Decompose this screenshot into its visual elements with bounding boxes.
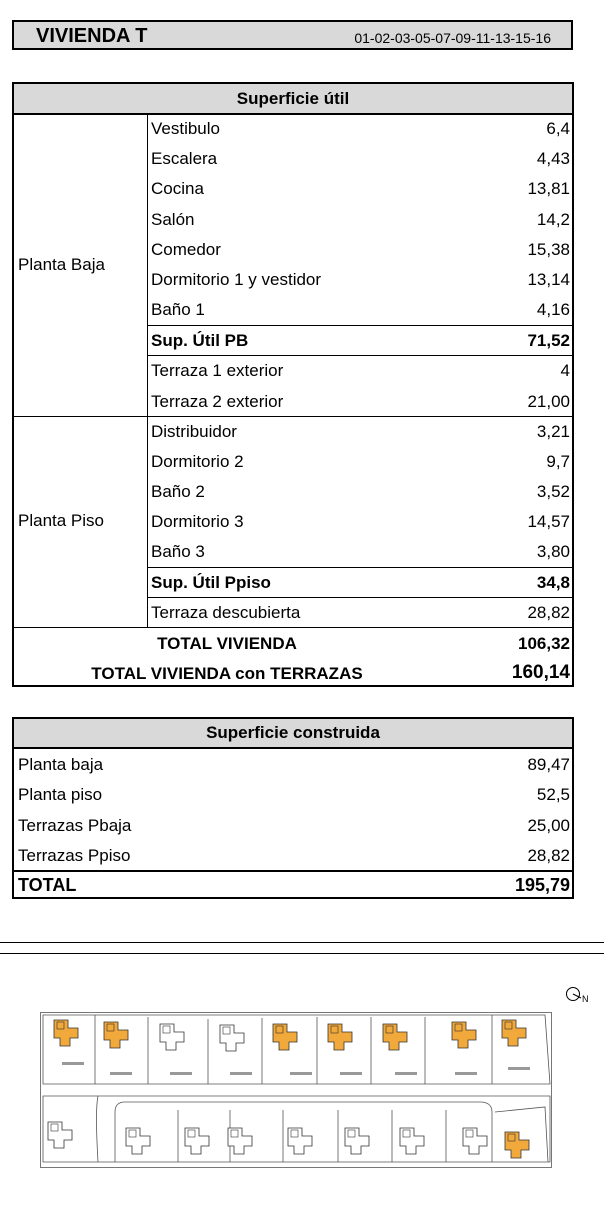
- room-value: 9,7: [546, 452, 570, 471]
- pb-subtotal-value: 71,52: [527, 331, 570, 350]
- construida-total-label: TOTAL: [18, 875, 77, 895]
- site-plan: [40, 1012, 552, 1173]
- superficie-util-table: [12, 82, 574, 687]
- room-value: 4,43: [536, 149, 570, 168]
- compass-icon: [565, 985, 595, 1007]
- room-name: Escalera: [151, 149, 218, 168]
- planta-baja-label: Planta Baja: [18, 255, 105, 274]
- construida-row-name: Planta piso: [18, 785, 103, 804]
- pool-mark: [62, 1062, 84, 1065]
- separator-line: [0, 942, 604, 943]
- pool-mark: [110, 1072, 132, 1075]
- construida-row-value: 28,82: [527, 846, 570, 865]
- construida-row-value: 52,5: [536, 785, 570, 804]
- pb-subtotal-label: Sup. Útil PB: [151, 331, 249, 350]
- pool-mark: [290, 1072, 312, 1075]
- terrace-value: 4: [560, 361, 570, 380]
- terrace-name: Terraza descubierta: [151, 603, 301, 622]
- room-name: Cocina: [151, 179, 204, 198]
- construida-row-name: Planta baja: [18, 755, 104, 774]
- room-name: Salón: [151, 210, 195, 229]
- pp-subtotal-label: Sup. Útil Ppiso: [151, 573, 271, 592]
- separator-line: [0, 953, 604, 954]
- superficie-util-title: Superficie útil: [14, 84, 572, 115]
- pool-mark: [170, 1072, 192, 1075]
- pool-mark: [340, 1072, 362, 1075]
- terrace-name: Terraza 2 exterior: [151, 392, 284, 411]
- construida-row-value: 25,00: [527, 816, 570, 835]
- room-name: Baño 1: [151, 300, 205, 319]
- superficie-construida-table: [12, 717, 574, 899]
- room-value: 4,16: [536, 300, 570, 319]
- construida-row-name: Terrazas Pbaja: [18, 816, 132, 835]
- room-name: Dormitorio 3: [151, 512, 244, 531]
- dwelling-title: VIVIENDA T: [36, 25, 148, 47]
- pp-subtotal-value: 34,8: [536, 573, 570, 592]
- rule-pb-sub-top: [147, 325, 572, 326]
- room-name: Dormitorio 2: [151, 452, 244, 471]
- construida-row-name: Terrazas Ppiso: [18, 846, 131, 865]
- unit-codes: 01-02-03-05-07-09-11-13-15-16: [354, 30, 551, 46]
- terrace-name: Terraza 1 exterior: [151, 361, 284, 380]
- room-value: 13,81: [527, 179, 570, 198]
- room-value: 13,14: [527, 270, 570, 289]
- total-vivienda-label: TOTAL VIVIENDA: [157, 634, 297, 653]
- rule-pp-sub-top: [147, 567, 572, 568]
- room-value: 6,4: [546, 119, 570, 138]
- pool-mark: [230, 1072, 252, 1075]
- pool-mark: [395, 1072, 417, 1075]
- rule-pp-sub-bottom: [147, 597, 572, 598]
- room-name: Distribuidor: [151, 422, 237, 441]
- pool-mark: [508, 1067, 530, 1070]
- compass-north-label: N: [582, 994, 589, 1004]
- room-name: Dormitorio 1 y vestidor: [151, 270, 322, 289]
- planta-piso-label: Planta Piso: [18, 511, 104, 530]
- superficie-construida-title: Superficie construida: [14, 719, 572, 749]
- terrace-value: 28,82: [527, 603, 570, 622]
- rule-pb-sub-bottom: [147, 355, 572, 356]
- room-name: Baño 3: [151, 542, 205, 561]
- rule-construida-total: [14, 870, 572, 872]
- construida-total-value: 195,79: [514, 875, 570, 895]
- label-column-divider: [147, 115, 148, 628]
- room-value: 14,57: [527, 512, 570, 531]
- total-terrazas-label: TOTAL VIVIENDA con TERRAZAS: [91, 664, 363, 683]
- room-value: 14,2: [536, 210, 570, 229]
- rule-section: [14, 416, 572, 417]
- terrace-value: 21,00: [527, 392, 570, 411]
- construida-row-value: 89,47: [527, 755, 570, 774]
- total-vivienda-value: 106,32: [518, 634, 570, 653]
- rule-totals: [14, 627, 572, 628]
- room-name: Comedor: [151, 240, 221, 259]
- total-terrazas-value: 160,14: [511, 662, 570, 683]
- north-compass: [565, 985, 595, 1012]
- room-value: 3,52: [536, 482, 570, 501]
- room-value: 3,21: [536, 422, 570, 441]
- pool-mark: [455, 1072, 477, 1075]
- header-bar: [12, 20, 573, 50]
- room-value: 3,80: [536, 542, 570, 561]
- room-name: Baño 2: [151, 482, 205, 501]
- room-name: Vestibulo: [151, 119, 220, 138]
- site-plan-drawing: [40, 1012, 552, 1168]
- room-value: 15,38: [527, 240, 570, 259]
